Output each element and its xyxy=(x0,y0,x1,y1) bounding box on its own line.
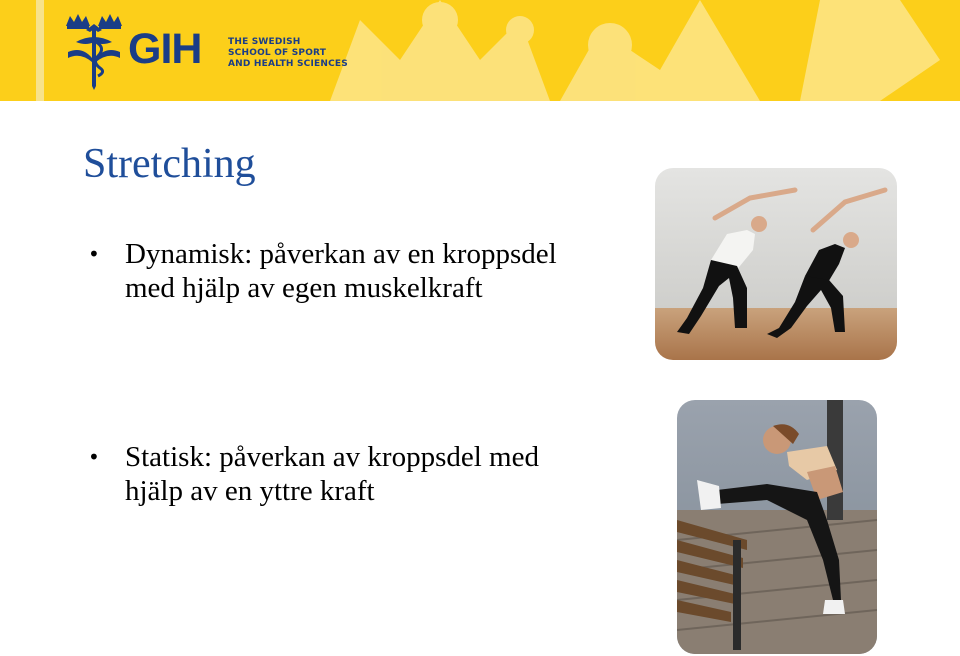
bullet-line: Statisk: påverkan av kroppsdel med xyxy=(125,441,539,473)
crowns-and-staff-emblem-icon xyxy=(62,12,126,90)
header-band xyxy=(0,0,960,101)
side-stretch-illustration xyxy=(655,168,897,360)
bullet-line: med hjälp av egen muskelkraft xyxy=(125,272,483,304)
brand-tagline xyxy=(228,37,348,70)
tagline-line: AND HEALTH SCIENCES xyxy=(228,59,348,69)
bench-stretch-photo xyxy=(677,400,877,654)
bench-stretch-illustration xyxy=(677,400,877,654)
tagline-line: SCHOOL OF SPORT xyxy=(228,48,327,58)
bullet-text xyxy=(125,237,645,305)
bullet-line: hjälp av en yttre kraft xyxy=(125,475,375,507)
bullet-line: Dynamisk: påverkan av en kroppsdel xyxy=(125,238,557,270)
tagline-line: THE SWEDISH xyxy=(228,37,301,47)
bullet-text xyxy=(125,440,645,508)
brand-abbreviation: GIH xyxy=(128,25,202,73)
bullet-marker: • xyxy=(88,242,100,266)
slide-title: Stretching xyxy=(83,141,256,187)
side-stretch-photo xyxy=(655,168,897,360)
bullet-marker: • xyxy=(88,445,100,469)
header-divider-bar xyxy=(36,0,44,101)
